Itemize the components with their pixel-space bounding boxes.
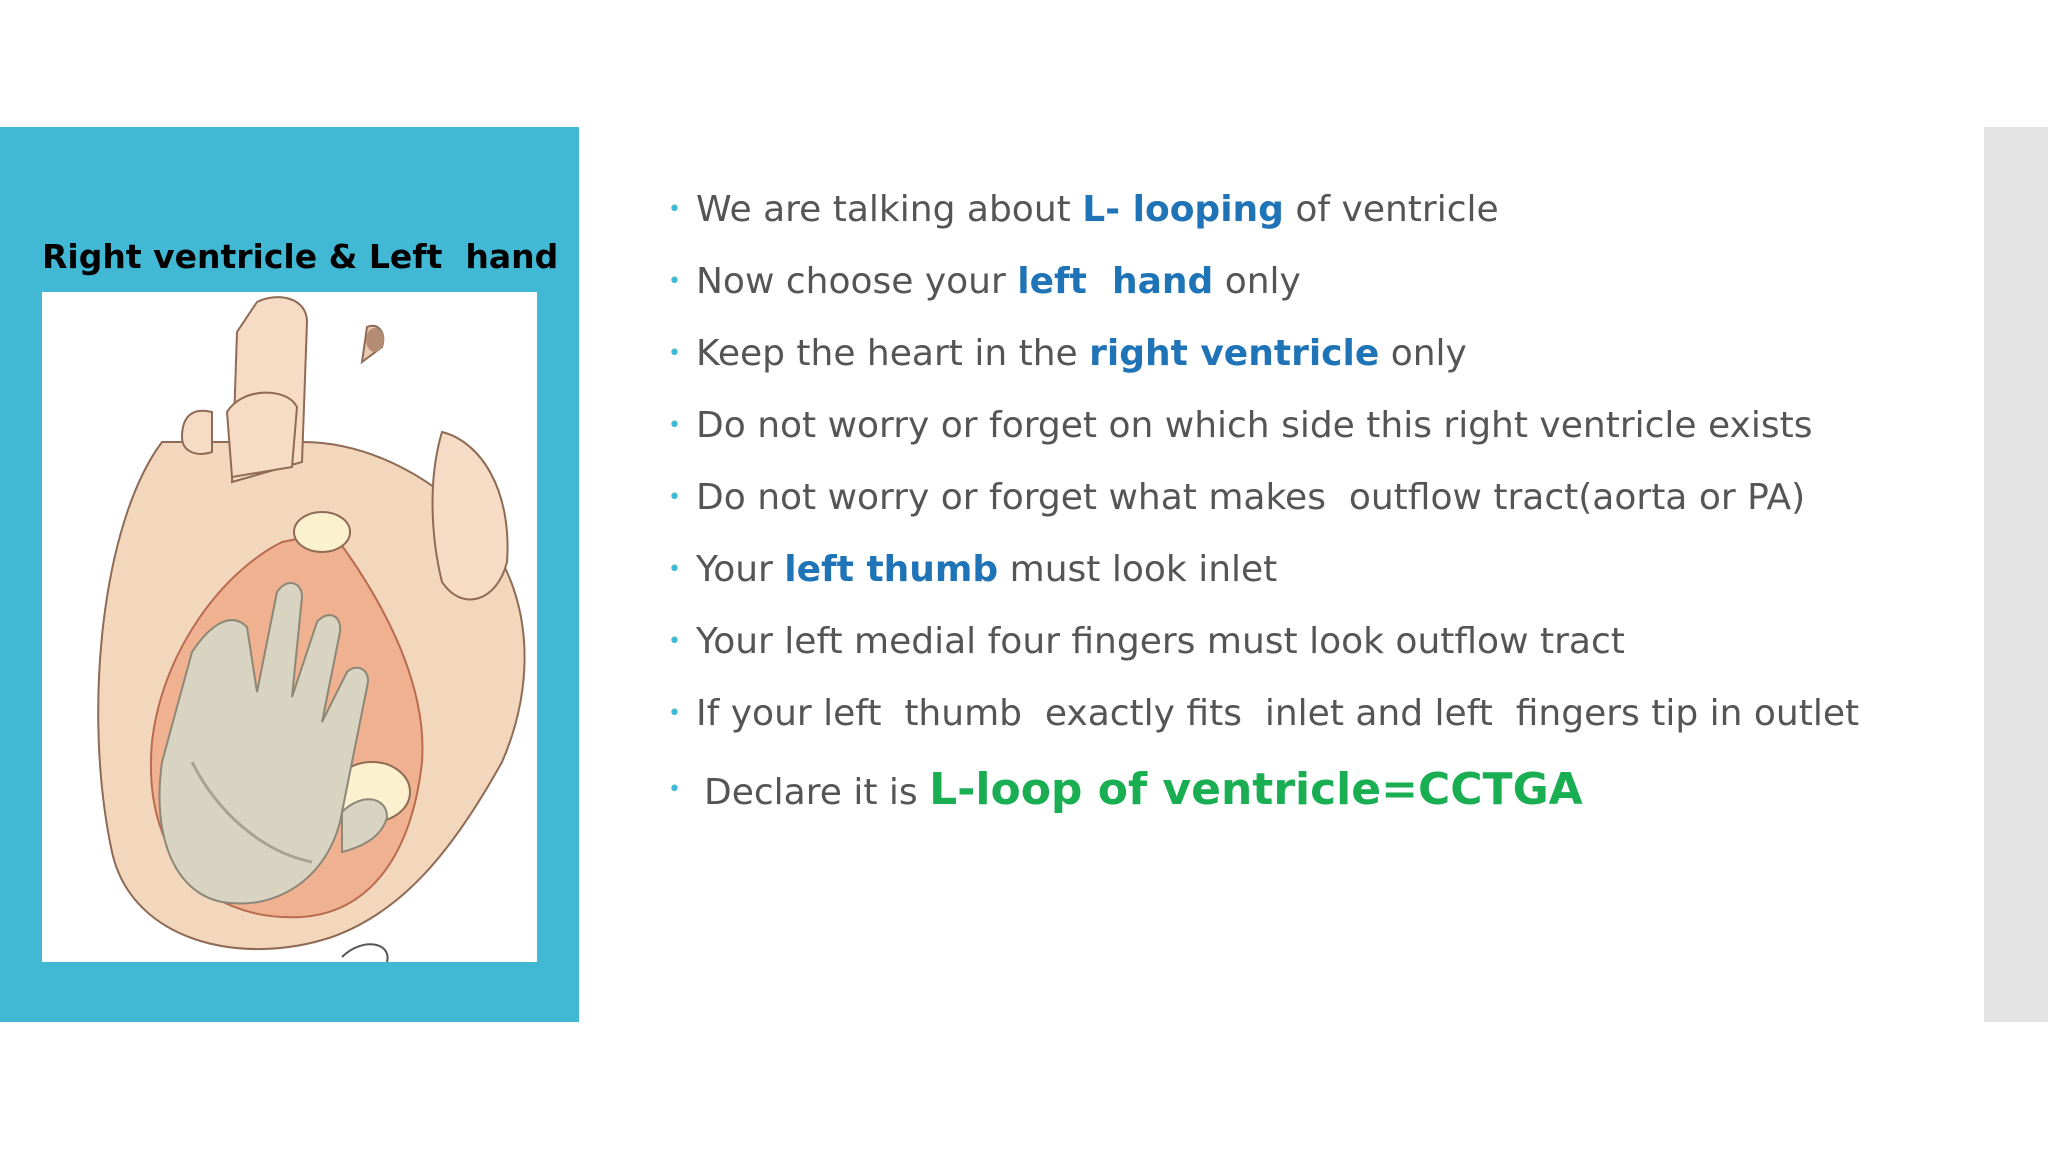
bullet-4: • Do not worry or forget on which side this right ventricle exists — [668, 396, 1948, 468]
bullet-2: • Now choose your left hand only — [668, 252, 1948, 324]
bullet-5: • Do not worry or forget what makes outflow tract(aorta or PA) — [668, 468, 1948, 540]
bullet-9: • Declare it is L-loop of ventricle=CCTGA — [668, 760, 1948, 832]
bullet-6: • Your left thumb must look inlet — [668, 540, 1948, 612]
bullet-3: • Keep the heart in the right ventricle only — [668, 324, 1948, 396]
bullet-7: • Your left medial four fingers must look outflow tract — [668, 612, 1948, 684]
bullet-8: • If your left thumb exactly fits inlet and left fingers tip in outlet — [668, 684, 1948, 756]
bullet-1: • We are talking about L- looping of ventricle — [668, 180, 1948, 252]
bullet-list — [668, 180, 1948, 832]
conclusion-highlight: L-loop of ventricle=CCTGA — [929, 764, 1583, 815]
heart-with-hand-icon — [42, 292, 537, 962]
heart-figure — [42, 292, 537, 962]
panel-title: Right ventricle & Left hand — [42, 237, 559, 276]
left-panel — [0, 127, 579, 1022]
side-strip — [1984, 127, 2048, 1022]
